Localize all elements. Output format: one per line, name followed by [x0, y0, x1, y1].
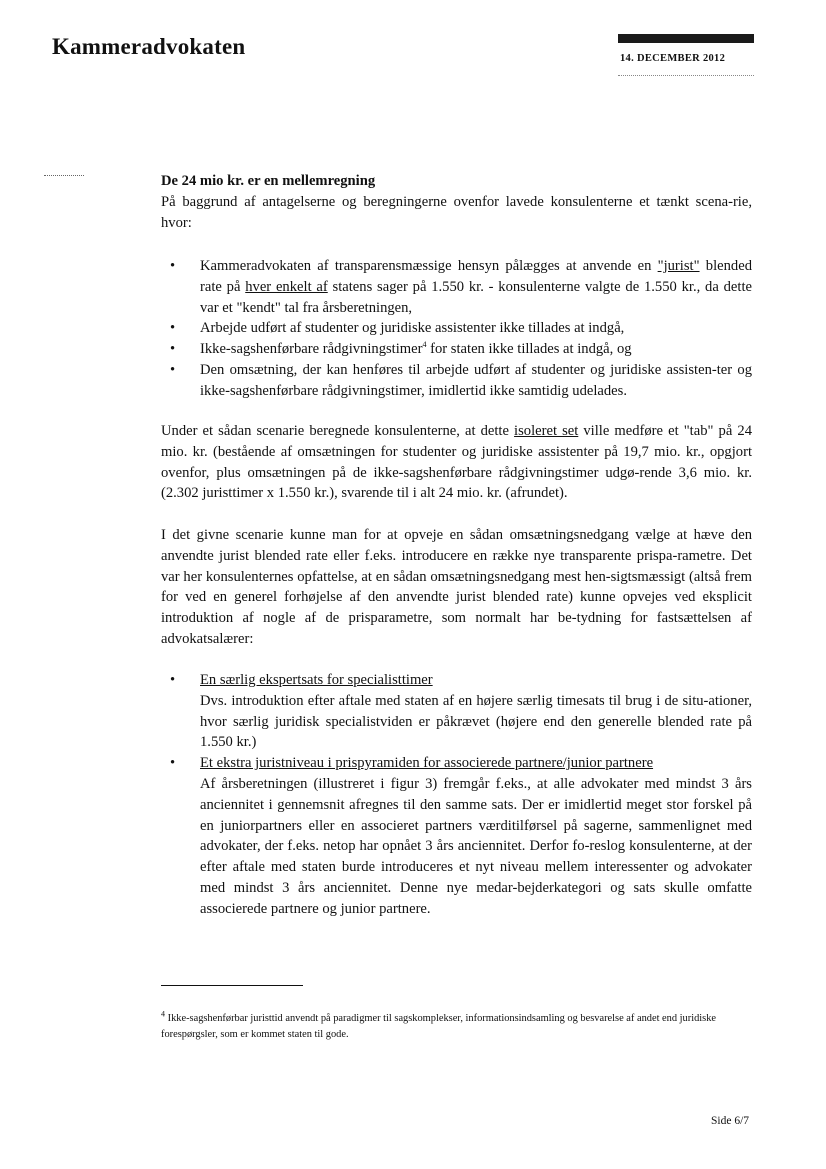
- list-item: • Ikke-sagshenførbare rådgivningstimer$^4$ for staten ikke tillades at indgå, og: [161, 339, 752, 360]
- paragraph-loss: Under et sådan scenarie beregnede konsulenterne, at dette isoleret set ville medføre et "tab" på 24 mio. kr. (bestående af omsætningen for studenter og juridiske assistenter på 19,7 mio. kr., opgjort ovenfor, plus omsætningen på de ikke-sagshenførbare rådgivningstimer udgø-rende 3,6 mio. kr. (2.302 juristtimer x 1.550 kr.), svarende til i alt 24 mio. kr. (afrundet).: [161, 423, 752, 502]
- footnote-text: Ikke-sagshenførbar juristtid anvendt på paradigmer til sagskomplekser, informationsindsamling og besvarelse af andet end juridiske forespørgsler, som er kommet staten til gode.: [161, 1013, 717, 1040]
- bullet-icon: •: [170, 341, 176, 358]
- margin-dotted-rule: [44, 175, 84, 176]
- bullet-icon: •: [170, 361, 176, 378]
- item-title: En særlig ekspertsats for specialisttimer: [200, 672, 433, 688]
- item-body: Af årsberetningen (illustreret i figur 3) fremgår f.eks., at alle advokater med mindst 3 års anciennitet i gennemsnit afregnes til den samme sats. Der er imidlertid meget stor forskel på en juniorpartners eller en associeret partners værditilførsel på sagerne, sammenlignet med advokater, der f.eks. netop har opnået 3 års anciennitet. Derfor fo-reslog konsulenterne, at der efter aftale med staten burde introduceres et nyt niveau mellem interessenter og advokater med mindst 3 års anciennitet. Denne nye medar-bejderkategori og sats skulle omfatte associerede partnere og junior partnere.: [200, 775, 752, 917]
- footnote-number: 4: [161, 1009, 165, 1019]
- item-body: Dvs. introduktion efter aftale med staten af en højere særlig timesats til brug i de situ-ationer, hvor særlig juridisk specialistviden er påkrævet (højere end den generelle blended rate på 1.550 kr.): [200, 692, 752, 751]
- list-item: • Arbejde udført af studenter og juridiske assistenter ikke tillades at indgå,: [161, 318, 752, 339]
- underlined-term: hver enkelt af: [245, 278, 328, 295]
- list-item: • Kammeradvokaten af transparensmæssige hensyn pålægges at anvende en "jurist" blended rate på hver enkelt af statens sager på 1.550 kr. - konsulenterne valgte de 1.550 kr., da dette var et "kendt" tal fra årsberetningen,: [170, 258, 752, 316]
- list-item: [161, 670, 752, 753]
- bullet-icon: •: [170, 320, 176, 337]
- footnote-rule: [161, 985, 303, 986]
- bullet-icon: •: [170, 755, 176, 772]
- brand-title: Kammeradvokaten: [52, 34, 246, 59]
- footnote-ref: 4: [422, 340, 427, 350]
- header-dotted-rule: [618, 75, 754, 76]
- page-number: Side 6/7: [711, 1115, 750, 1127]
- list-item: [161, 753, 752, 919]
- section-intro: [161, 171, 752, 233]
- bullet-icon: •: [170, 258, 176, 274]
- list-item: • Den omsætning, der kan henføres til arbejde udført af studenter og juridiske assisten-ter og ikke-sagshenførbare rådgivningstimer, imidlertid ikke samtidig udelades.: [170, 361, 752, 399]
- document-date: 14. DECEMBER 2012: [620, 53, 726, 64]
- intro-paragraph: På baggrund af antagelserne og beregningerne ovenfor lavede konsulenterne et tænkt scena-rie, hvor:: [161, 193, 752, 231]
- price-parameter-list: [161, 670, 752, 920]
- underlined-term: isoleret set: [514, 423, 579, 439]
- paragraph-offset: I det givne scenarie kunne man for at opveje en sådan omsætningsnedgang vælge at hæve den anvendte jurist blended rate eller f.eks. introducere en række nye transparente prispa-rametre. Det var her konsulenternes opfattelse, at en sådan omsætningsnedgang mest hen-sigtsmæssigt (altså frem for ved en generel forhøjelse af den anvendte jurist blended rate) kunne opvejes ved eksplicit introduktion af nogle af de prisparametre, som normalt har be-tydning for fastsættelsen af advokatsalærer:: [161, 527, 752, 647]
- scenario-list: [161, 256, 752, 402]
- section-heading: De 24 mio kr. er en mellemregning: [161, 173, 376, 189]
- bullet-icon: •: [170, 672, 176, 688]
- underlined-term: "jurist": [657, 258, 700, 274]
- footnote: [161, 1011, 752, 1042]
- header-bar: [618, 34, 754, 43]
- item-title: Et ekstra juristniveau i prispyramiden for associerede partnere/junior partnere: [200, 755, 654, 772]
